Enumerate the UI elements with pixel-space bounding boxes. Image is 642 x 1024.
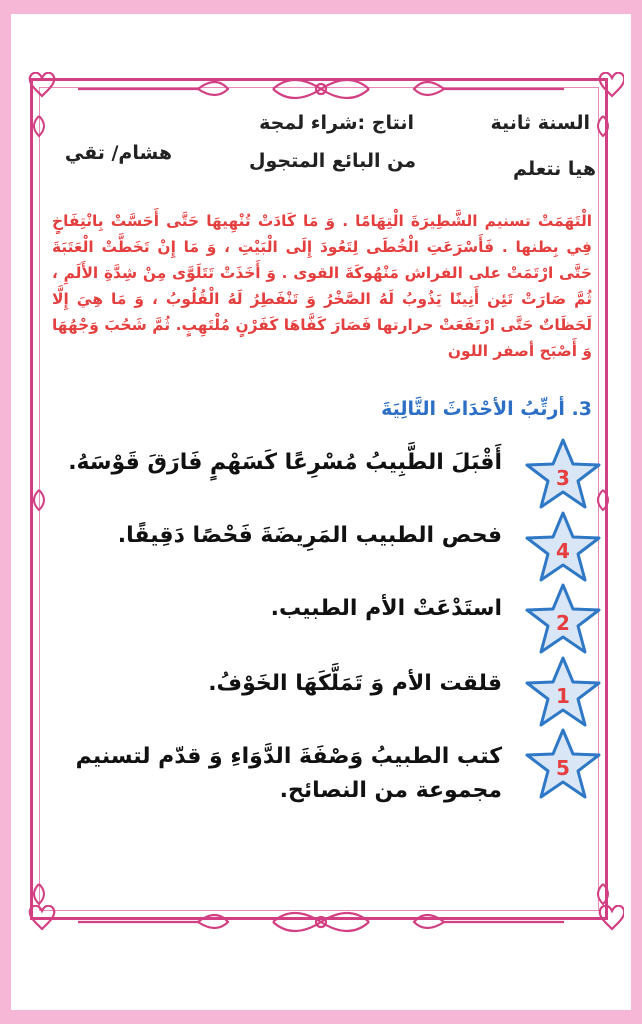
top-ornament	[18, 72, 624, 106]
order-number: 5	[556, 756, 570, 780]
order-star-3	[524, 582, 602, 656]
event-item: كتب الطبيبُ وَصْفَةَ الدَّوَاءِ وَ قدّم لتسنيم مجموعة من النصائح.	[75, 744, 502, 803]
grade-label: السنة ثانية	[490, 112, 590, 134]
event-item: قلقت الأم وَ تَمَلَّكَهَا الخَوْفُ.	[208, 671, 502, 696]
event-item: أَقْبَلَ الطَّبِيبُ مُسْرِعًا كَسَهْمٍ فَارَقَ قَوْسَهُ.	[68, 450, 502, 475]
series-label: هيا نتعلم	[513, 158, 596, 180]
order-star-1	[524, 437, 602, 511]
order-number: 4	[556, 539, 570, 563]
order-number: 3	[556, 466, 570, 490]
story-paragraph: الْتَهَمَتْ تسنيم الشَّطِيرَةَ الْتِهَامًا . وَ مَا كَادَتْ تُنْهِيهَا حَتَّى أَحَسَّتْ بِانْتِفَاخٍ فِي بِطنها . فَأَسْرَعَتِ الْخُطَى لِتَعُودَ إِلَى الْبَيْتِ ، وَ مَا إِنْ تَخَطَّتْ الْعَتَبَةَ حَتَّى ارْتَمَتْ على الفراش مَنْهُوكَةَ القوى . وَ أَخَذَتْ تَتَلَوَّى مِنْ شِدَّةِ الأَلَمِ ، ثُمَّ صَارَتْ تَئِن أَنِينًا يَذُوبُ لَهُ الصَّخْرُ وَ تَنْفَطِرُ لَهُ الْقُلُوبُ ، وَ مَا هِيَ إِلَّا لَحَظَاتٌ حَتَّى ارْتَفَعَتْ حرارتها فَصَارَ كَفَّاهَا كَفَرْنٍ مُلْتَهِبٍ. ثُمَّ شَحُبَ وَجْهُهَا وَ أَصْبَح أصفر اللون	[52, 212, 592, 360]
order-number: 2	[556, 611, 570, 635]
title-line-1: انتاج :شراء لمجة	[259, 112, 414, 134]
order-star-4	[524, 655, 602, 729]
order-number: 1	[556, 684, 570, 708]
order-star-5	[524, 727, 602, 801]
event-item: فحص الطبيب المَرِيضَةَ فَحْصًا دَقِيقًا.	[117, 523, 502, 548]
order-star-2	[524, 510, 602, 584]
author-label: هشام/ تقي	[64, 142, 172, 164]
task-label: 3. أرتِّبُ الأحْدَاثَ التَّالِيَةَ	[381, 398, 592, 420]
title-line-2: من البائع المتجول	[249, 150, 416, 172]
bottom-ornament	[18, 905, 624, 939]
event-item: استَدْعَتْ الأم الطبيب.	[270, 596, 502, 621]
